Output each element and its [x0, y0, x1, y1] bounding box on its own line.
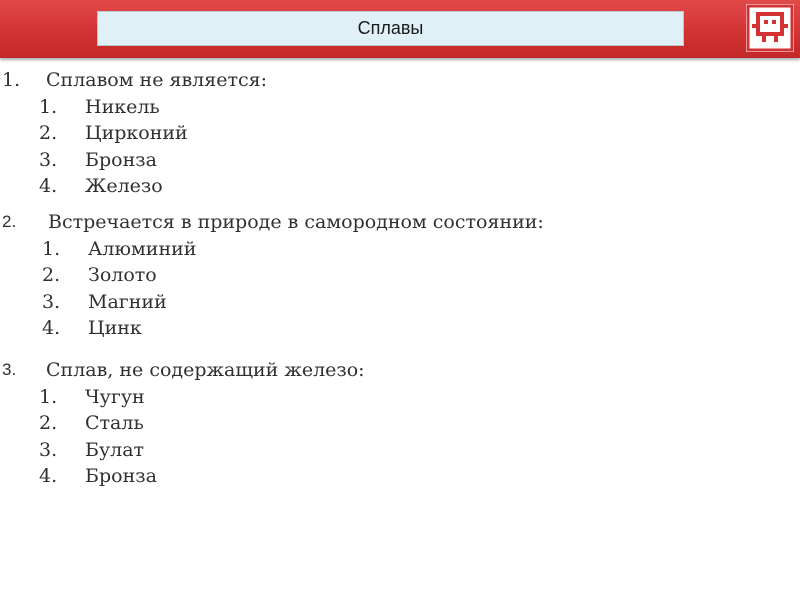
- option-row: [0, 262, 800, 289]
- page-title: Сплавы: [97, 11, 684, 46]
- option-number: 2.: [39, 412, 58, 434]
- option-row: [0, 173, 800, 200]
- option-text: Цирконий: [85, 122, 188, 144]
- option-text: Золото: [88, 264, 157, 286]
- question-text: Сплав, не содержащий железо:: [46, 359, 365, 381]
- option-number: 2.: [39, 122, 58, 144]
- question-row: [0, 357, 800, 384]
- option-row: [0, 147, 800, 174]
- option-row: [0, 315, 800, 342]
- question-2: [0, 209, 800, 342]
- option-number: 1.: [39, 95, 58, 118]
- question-number: 1.: [2, 69, 21, 91]
- question-number: 3.: [2, 360, 17, 379]
- option-row: [0, 410, 800, 437]
- option-text: Железо: [85, 175, 163, 197]
- header-bar: [0, 0, 800, 58]
- option-row: [0, 289, 800, 316]
- option-text: Алюминий: [88, 237, 197, 260]
- robot-logo-icon: [746, 4, 794, 52]
- option-number: 4.: [39, 465, 58, 487]
- option-number: 3.: [39, 438, 58, 461]
- option-number: 1.: [42, 237, 61, 260]
- option-number: 2.: [42, 264, 61, 286]
- question-row: [0, 67, 800, 94]
- question-row: [0, 209, 800, 236]
- option-text: Чугун: [85, 385, 145, 408]
- question-text: Встречается в природе в самородном состоянии:: [48, 211, 544, 233]
- question-3: [0, 357, 800, 490]
- option-text: Магний: [88, 290, 167, 313]
- question-1: [0, 67, 800, 200]
- option-number: 3.: [42, 290, 61, 313]
- option-text: Цинк: [88, 317, 142, 339]
- question-text: Сплавом не является:: [46, 69, 268, 91]
- option-number: 3.: [39, 148, 58, 171]
- option-number: 4.: [42, 317, 61, 339]
- option-row: [0, 236, 800, 263]
- option-number: 1.: [39, 385, 58, 408]
- option-row: [0, 120, 800, 147]
- option-text: Никель: [85, 95, 160, 118]
- option-text: Бронза: [85, 148, 157, 171]
- question-number: 2.: [2, 212, 17, 231]
- option-row: [0, 463, 800, 490]
- option-row: [0, 94, 800, 121]
- option-text: Сталь: [85, 412, 144, 434]
- option-row: [0, 437, 800, 464]
- option-text: Булат: [85, 438, 145, 461]
- option-text: Бронза: [85, 465, 157, 487]
- option-row: [0, 384, 800, 411]
- option-number: 4.: [39, 175, 58, 197]
